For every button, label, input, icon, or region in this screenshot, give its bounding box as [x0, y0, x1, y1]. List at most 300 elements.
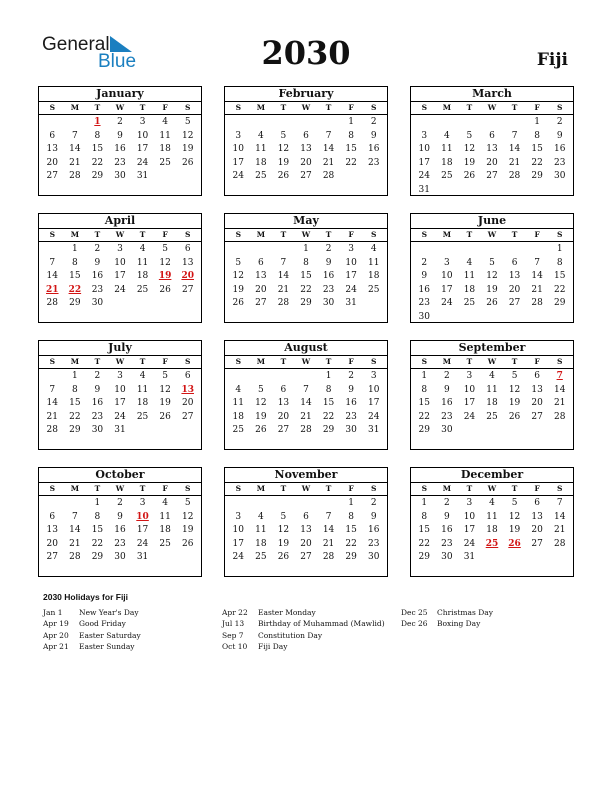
- day-cell: 15: [531, 144, 543, 155]
- day-cell: 20: [181, 398, 194, 409]
- weekday-label: S: [421, 103, 427, 112]
- day-cell: 7: [49, 257, 56, 268]
- days-grid: [39, 242, 201, 311]
- day-cell: 9: [325, 257, 332, 268]
- day-cell: 16: [91, 398, 104, 409]
- day-cell: 3: [235, 511, 242, 522]
- day-cell: 11: [255, 144, 267, 155]
- day-cell: 8: [71, 257, 78, 268]
- day-cell: 18: [486, 525, 498, 536]
- holiday-row: [401, 618, 493, 629]
- weekday-label: T: [94, 230, 101, 239]
- holiday-row: [222, 641, 385, 652]
- day-cell: 25: [441, 171, 453, 182]
- day-cell: 1: [421, 371, 428, 381]
- days-grid: [39, 496, 201, 565]
- day-cell: 14: [322, 144, 335, 155]
- day-cell: 11: [367, 257, 380, 268]
- day-cell: 30: [345, 425, 357, 436]
- day-cell: 8: [303, 257, 309, 268]
- day-cell: 5: [257, 384, 264, 395]
- day-cell: 26: [159, 411, 171, 422]
- day-cell: 3: [443, 257, 450, 268]
- weekday-label: T: [280, 103, 287, 112]
- day-cell: 13: [486, 144, 498, 155]
- empty-day-cell: [295, 497, 318, 511]
- weekday-header: [411, 356, 573, 369]
- holiday-name: Easter Saturday: [79, 630, 141, 640]
- day-cell: 5: [162, 371, 168, 381]
- day-cell: 22: [91, 157, 104, 168]
- day-cell: 9: [443, 511, 450, 522]
- logo-word-general: General: [42, 34, 110, 55]
- day-cell: 8: [534, 130, 540, 141]
- day-cell: 1: [556, 244, 563, 254]
- day-cell: 11: [486, 511, 498, 522]
- day-cell: 31: [345, 298, 357, 309]
- day-cell: 26: [277, 171, 290, 182]
- day-cell: 13: [300, 525, 312, 536]
- day-cell: 2: [556, 117, 563, 127]
- weekday-label: M: [256, 103, 265, 112]
- day-cell: 12: [508, 384, 521, 395]
- day-cell: 22: [69, 411, 81, 422]
- day-cell: 10: [114, 384, 126, 395]
- holiday-name: Easter Sunday: [79, 641, 135, 651]
- day-cell: 17: [418, 157, 430, 168]
- empty-day-cell: [272, 497, 295, 511]
- day-cell: 20: [46, 157, 58, 168]
- weekday-label: S: [556, 484, 563, 493]
- day-cell: 19: [486, 284, 498, 295]
- day-cell: 8: [325, 384, 332, 395]
- weekday-label: W: [301, 484, 311, 493]
- month-name: October: [39, 468, 201, 483]
- day-cell: 21: [69, 157, 81, 168]
- day-cell: 3: [466, 371, 473, 381]
- day-cell: 3: [139, 117, 146, 127]
- day-cell: 20: [531, 525, 543, 536]
- empty-day-cell: [317, 497, 340, 511]
- day-cell: 18: [255, 157, 267, 168]
- day-cell: 16: [345, 398, 357, 409]
- day-cell: 14: [553, 511, 566, 522]
- day-cell: 31: [136, 171, 149, 182]
- day-cell: 28: [300, 425, 312, 436]
- day-cell: 23: [441, 411, 453, 422]
- day-cell: 24: [114, 411, 126, 422]
- day-cell: 7: [511, 130, 518, 141]
- day-cell: 20: [300, 157, 312, 168]
- holiday-day-cell: 26: [508, 538, 521, 549]
- weekday-header: [225, 356, 387, 369]
- day-cell: 26: [232, 298, 244, 309]
- day-cell: 19: [508, 525, 521, 536]
- month-april: [38, 213, 202, 323]
- day-cell: 5: [235, 257, 242, 268]
- holiday-row: [43, 618, 141, 629]
- weekday-label: F: [534, 103, 540, 112]
- day-cell: 23: [91, 411, 104, 422]
- day-cell: 24: [232, 171, 244, 182]
- day-cell: 22: [418, 411, 430, 422]
- day-cell: 6: [49, 130, 56, 141]
- day-cell: 19: [508, 398, 521, 409]
- day-cell: 6: [489, 130, 495, 141]
- day-cell: 28: [322, 552, 335, 563]
- days-grid: [411, 369, 573, 438]
- day-cell: 18: [367, 271, 380, 282]
- weekday-label: T: [280, 357, 287, 366]
- day-cell: 18: [159, 525, 171, 536]
- days-grid: [225, 496, 387, 565]
- empty-day-cell: [250, 116, 273, 130]
- empty-day-cell: [41, 497, 64, 511]
- day-cell: 2: [443, 498, 450, 508]
- month-may: [224, 213, 388, 323]
- weekday-label: S: [370, 484, 377, 493]
- day-cell: 31: [136, 552, 149, 563]
- day-cell: 18: [486, 398, 498, 409]
- day-cell: 1: [303, 244, 309, 254]
- days-grid: [225, 115, 387, 184]
- day-cell: 30: [114, 552, 126, 563]
- day-cell: 25: [255, 171, 267, 182]
- day-cell: 13: [300, 144, 312, 155]
- day-cell: 16: [553, 144, 566, 155]
- days-grid: [39, 369, 201, 438]
- day-cell: 29: [300, 298, 312, 309]
- weekday-label: T: [466, 484, 473, 493]
- holiday-date: Jul 13: [222, 619, 245, 629]
- holiday-date: Apr 19: [43, 619, 69, 629]
- day-cell: 23: [367, 538, 380, 549]
- day-cell: 11: [159, 511, 171, 522]
- empty-day-cell: [227, 243, 250, 257]
- day-cell: 26: [277, 552, 290, 563]
- day-cell: 15: [345, 144, 357, 155]
- day-cell: 5: [280, 511, 287, 522]
- day-cell: 24: [114, 284, 126, 295]
- day-cell: 11: [463, 271, 476, 282]
- day-cell: 9: [556, 130, 563, 141]
- holiday-day-cell: 25: [485, 538, 499, 549]
- day-cell: 10: [463, 511, 476, 522]
- weekday-label: F: [348, 230, 354, 239]
- month-january: [38, 86, 202, 196]
- weekday-label: S: [370, 103, 377, 112]
- day-cell: 28: [508, 171, 521, 182]
- day-cell: 6: [184, 371, 191, 381]
- day-cell: 23: [91, 284, 104, 295]
- day-cell: 24: [136, 538, 149, 549]
- weekday-label: S: [556, 103, 563, 112]
- day-cell: 27: [300, 552, 312, 563]
- day-cell: 6: [511, 257, 518, 268]
- day-cell: 22: [553, 284, 566, 295]
- holiday-column: [43, 607, 141, 652]
- day-cell: 19: [463, 157, 476, 168]
- day-cell: 4: [257, 511, 264, 522]
- weekday-label: T: [139, 103, 146, 112]
- weekday-label: M: [256, 230, 265, 239]
- day-cell: 30: [441, 425, 453, 436]
- day-cell: 21: [322, 157, 335, 168]
- day-cell: 10: [114, 257, 126, 268]
- empty-day-cell: [481, 116, 504, 130]
- holiday-day-cell: 13: [181, 384, 194, 395]
- day-cell: 11: [441, 144, 453, 155]
- day-cell: 9: [94, 257, 101, 268]
- weekday-label: S: [556, 357, 563, 366]
- day-cell: 17: [232, 157, 244, 168]
- day-cell: 15: [345, 525, 357, 536]
- day-cell: 1: [421, 498, 428, 508]
- holiday-column: [222, 607, 385, 652]
- day-cell: 19: [277, 157, 290, 168]
- days-grid: [411, 242, 573, 325]
- day-cell: 6: [534, 371, 540, 381]
- day-cell: 5: [511, 371, 518, 381]
- day-cell: 14: [322, 525, 335, 536]
- days-grid: [411, 496, 573, 565]
- weekday-label: S: [49, 230, 55, 239]
- day-cell: 12: [255, 398, 267, 409]
- day-cell: 23: [114, 538, 126, 549]
- day-cell: 3: [235, 130, 242, 141]
- holiday-row: [401, 607, 493, 618]
- day-cell: 7: [280, 257, 287, 268]
- day-cell: 11: [232, 398, 244, 409]
- day-cell: 2: [117, 498, 123, 508]
- day-cell: 17: [232, 538, 244, 549]
- day-cell: 25: [463, 298, 476, 309]
- day-cell: 4: [162, 117, 168, 127]
- empty-day-cell: [272, 370, 295, 384]
- weekday-header: [39, 356, 201, 369]
- day-cell: 28: [69, 171, 81, 182]
- empty-day-cell: [436, 243, 459, 257]
- day-cell: 3: [466, 498, 473, 508]
- weekday-header: [39, 483, 201, 496]
- weekday-header: [225, 102, 387, 115]
- weekday-label: W: [115, 230, 125, 239]
- month-name: November: [225, 468, 387, 483]
- day-cell: 29: [91, 171, 104, 182]
- day-cell: 5: [466, 130, 473, 141]
- day-cell: 16: [91, 271, 104, 282]
- day-cell: 28: [277, 298, 290, 309]
- weekday-label: M: [442, 230, 451, 239]
- weekday-header: [225, 483, 387, 496]
- day-cell: 6: [184, 244, 191, 254]
- weekday-label: S: [235, 230, 241, 239]
- day-cell: 16: [114, 525, 126, 536]
- holiday-day-cell: 1: [94, 117, 101, 127]
- day-cell: 27: [300, 171, 312, 182]
- holiday-date: Dec 26: [401, 619, 428, 629]
- holiday-row: [43, 630, 141, 641]
- holiday-name: Good Friday: [79, 619, 126, 629]
- day-cell: 3: [139, 498, 146, 508]
- weekday-label: M: [256, 357, 265, 366]
- day-cell: 28: [531, 298, 543, 309]
- calendar-year-title: 2030: [261, 34, 351, 72]
- day-cell: 19: [181, 525, 194, 536]
- holiday-day-cell: 10: [136, 511, 149, 522]
- weekday-label: F: [162, 103, 168, 112]
- day-cell: 12: [463, 144, 476, 155]
- day-cell: 16: [322, 271, 335, 282]
- day-cell: 21: [69, 538, 81, 549]
- empty-day-cell: [503, 243, 526, 257]
- empty-day-cell: [250, 243, 273, 257]
- weekday-label: W: [487, 357, 497, 366]
- day-cell: 19: [181, 144, 194, 155]
- weekday-label: F: [534, 230, 540, 239]
- weekday-label: T: [280, 230, 287, 239]
- day-cell: 30: [441, 552, 453, 563]
- day-cell: 9: [117, 511, 123, 522]
- day-cell: 21: [553, 398, 566, 409]
- month-july: [38, 340, 202, 450]
- day-cell: 24: [345, 284, 357, 295]
- day-cell: 15: [322, 398, 335, 409]
- day-cell: 19: [159, 398, 171, 409]
- day-cell: 26: [486, 298, 498, 309]
- day-cell: 2: [370, 498, 377, 508]
- day-cell: 3: [117, 371, 123, 381]
- day-cell: 17: [367, 398, 380, 409]
- day-cell: 30: [91, 425, 104, 436]
- weekday-label: T: [94, 103, 101, 112]
- day-cell: 30: [418, 311, 430, 322]
- day-cell: 1: [71, 244, 78, 254]
- day-cell: 11: [136, 384, 149, 395]
- day-cell: 16: [367, 525, 380, 536]
- weekday-label: M: [442, 357, 451, 366]
- holiday-date: Apr 22: [222, 608, 248, 617]
- day-cell: 13: [46, 525, 58, 536]
- month-name: January: [39, 87, 201, 102]
- day-cell: 21: [531, 284, 543, 295]
- day-cell: 7: [303, 384, 309, 395]
- day-cell: 7: [325, 511, 332, 522]
- day-cell: 7: [534, 257, 540, 268]
- day-cell: 14: [277, 271, 290, 282]
- holiday-day-cell: 22: [68, 284, 82, 295]
- days-grid: [225, 369, 387, 438]
- day-cell: 26: [463, 171, 476, 182]
- weekday-label: S: [184, 357, 191, 366]
- weekday-label: S: [556, 230, 563, 239]
- day-cell: 21: [46, 411, 58, 422]
- holiday-column: [401, 607, 493, 630]
- day-cell: 7: [325, 130, 332, 141]
- weekday-header: [411, 229, 573, 242]
- day-cell: 30: [553, 171, 566, 182]
- day-cell: 2: [117, 117, 123, 127]
- day-cell: 29: [91, 552, 104, 563]
- month-name: March: [411, 87, 573, 102]
- day-cell: 15: [553, 271, 566, 282]
- day-cell: 16: [367, 144, 380, 155]
- holiday-name: Constitution Day: [258, 630, 323, 640]
- weekday-label: M: [442, 484, 451, 493]
- day-cell: 18: [136, 271, 149, 282]
- holiday-name: New Year's Day: [79, 608, 139, 617]
- day-cell: 17: [136, 144, 149, 155]
- day-cell: 17: [114, 398, 126, 409]
- weekday-label: M: [256, 484, 265, 493]
- day-cell: 26: [181, 538, 194, 549]
- day-cell: 7: [49, 384, 56, 395]
- empty-day-cell: [526, 243, 549, 257]
- day-cell: 16: [418, 284, 430, 295]
- day-cell: 7: [71, 130, 78, 141]
- weekday-label: T: [511, 103, 518, 112]
- day-cell: 2: [443, 371, 450, 381]
- weekday-label: S: [184, 230, 191, 239]
- day-cell: 20: [486, 157, 498, 168]
- day-cell: 11: [486, 384, 498, 395]
- weekday-label: T: [325, 103, 332, 112]
- month-march: [410, 86, 574, 196]
- day-cell: 19: [255, 411, 267, 422]
- day-cell: 5: [489, 257, 495, 268]
- weekday-label: S: [49, 484, 55, 493]
- day-cell: 27: [181, 284, 194, 295]
- weekday-label: W: [115, 103, 125, 112]
- day-cell: 27: [181, 411, 194, 422]
- day-cell: 2: [370, 117, 377, 127]
- weekday-label: S: [49, 357, 55, 366]
- day-cell: 22: [418, 538, 430, 549]
- weekday-label: W: [301, 357, 311, 366]
- month-name: May: [225, 214, 387, 229]
- day-cell: 27: [531, 411, 543, 422]
- day-cell: 10: [232, 525, 244, 536]
- day-cell: 24: [463, 538, 476, 549]
- day-cell: 17: [136, 525, 149, 536]
- day-cell: 27: [46, 552, 58, 563]
- weekday-label: F: [534, 484, 540, 493]
- day-cell: 25: [136, 411, 149, 422]
- day-cell: 17: [114, 271, 126, 282]
- month-name: July: [39, 341, 201, 356]
- empty-day-cell: [227, 370, 250, 384]
- day-cell: 5: [280, 130, 287, 141]
- days-grid: [225, 242, 387, 311]
- day-cell: 27: [46, 171, 58, 182]
- weekday-label: W: [115, 357, 125, 366]
- empty-day-cell: [250, 370, 273, 384]
- weekday-header: [39, 102, 201, 115]
- day-cell: 17: [345, 271, 357, 282]
- day-cell: 9: [117, 130, 123, 141]
- day-cell: 10: [418, 144, 430, 155]
- weekday-label: T: [466, 357, 473, 366]
- day-cell: 14: [531, 271, 543, 282]
- empty-day-cell: [227, 497, 250, 511]
- day-cell: 3: [421, 130, 428, 141]
- day-cell: 8: [348, 511, 354, 522]
- weekday-label: S: [184, 103, 191, 112]
- country-name: Fiji: [536, 50, 568, 70]
- day-cell: 6: [303, 511, 309, 522]
- holiday-date: Sep 7: [222, 630, 244, 640]
- day-cell: 14: [300, 398, 312, 409]
